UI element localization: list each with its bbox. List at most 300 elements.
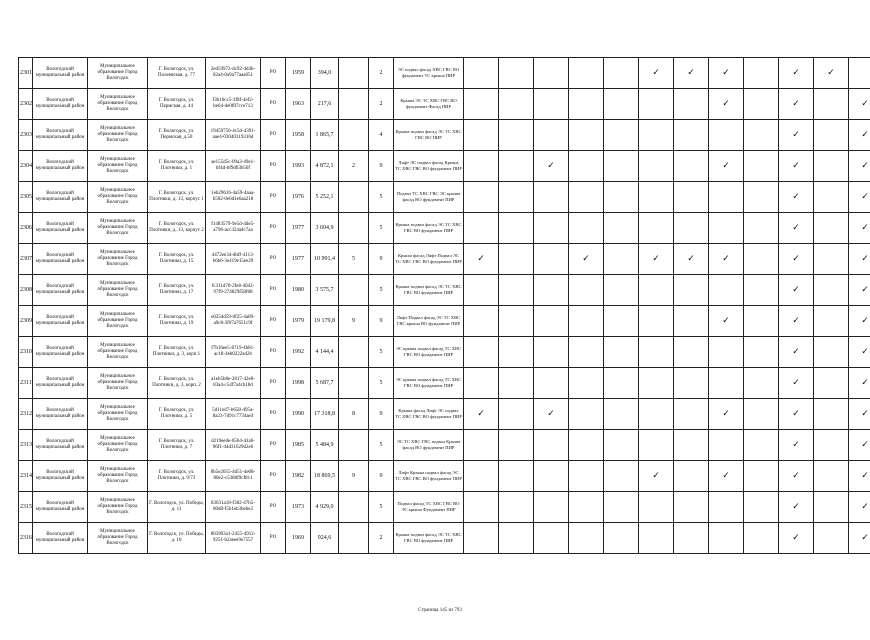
floors-cell: 9 [369, 306, 394, 337]
work-type-cell [534, 275, 569, 306]
check-mark-icon: ✓ [477, 408, 485, 419]
work-type-cell [744, 306, 779, 337]
address-cell: Г. Вологодск, ул. Плотники, д. 3, корп. 2 [148, 368, 206, 399]
municipality-cell: Муниципальное образование Город Вологодск [88, 399, 148, 430]
works-cell: ЭС крыша подвал фасад ТС ХВС ГВС ВО фундамент ПИР [394, 337, 464, 368]
work-type-cell [744, 368, 779, 399]
floors-cell: 5 [369, 368, 394, 399]
municipality-cell: Муниципальное образование Город Вологодск [88, 182, 148, 213]
work-type-cell [779, 430, 814, 461]
year-cell: 1998 [286, 368, 311, 399]
row-number: 2306 [19, 213, 33, 244]
address-cell: Г. Вологодск, ул. Полеевская, д. 77 [148, 58, 206, 89]
work-type-cell [744, 337, 779, 368]
floors-cell: 9 [369, 461, 394, 492]
work-type-cell [604, 368, 639, 399]
guid-cell: 803903a1-2455-4912-9251-b2aeee9e7557 [206, 523, 261, 554]
year-cell: 1977 [286, 213, 311, 244]
work-type-cell [639, 213, 674, 244]
check-mark-icon: ✓ [547, 160, 555, 171]
work-type-cell [744, 523, 779, 554]
guid-cell: 19459756-4c5d-4391-aae4-03040319316d [206, 120, 261, 151]
guid-cell: 0b5e2055-4d51-4e08-80e2-c5386f9cf811 [206, 461, 261, 492]
table-row [19, 275, 870, 306]
work-type-cell [569, 151, 604, 182]
guid-cell: 2ed59972-dc92-4d4b-82a4-0a9a77aaa051 [206, 58, 261, 89]
district-cell: Вологодский муниципальный район [33, 275, 88, 306]
check-mark-icon: ✓ [792, 346, 800, 357]
address-cell: Г. Вологодск, ул. Плотники, д. 13, корпус 1 [148, 182, 206, 213]
district-cell: Вологодский муниципальный район [33, 120, 88, 151]
check-mark-icon: ✓ [861, 315, 869, 326]
floors-cell: 5 [369, 492, 394, 523]
year-cell: 1973 [286, 492, 311, 523]
work-type-cell [674, 306, 709, 337]
lifts-cell [339, 120, 369, 151]
work-type-cell [534, 244, 569, 275]
check-mark-icon: ✓ [792, 501, 800, 512]
floors-cell: 5 [369, 213, 394, 244]
work-type-cell [569, 213, 604, 244]
address-cell: Г. Вологодск, ул. Плотники, д. 15 [148, 244, 206, 275]
lifts-cell: 5 [339, 244, 369, 275]
work-type-cell [464, 368, 499, 399]
district-cell: Вологодский муниципальный район [33, 368, 88, 399]
row-number: 2301 [19, 58, 33, 89]
check-mark-icon: ✓ [792, 191, 800, 202]
year-cell: 1982 [286, 461, 311, 492]
work-type-cell [604, 523, 639, 554]
work-type-cell [534, 368, 569, 399]
area-cell: 1 865,7 [311, 120, 339, 151]
check-mark-icon: ✓ [722, 253, 730, 264]
table-row [19, 430, 870, 461]
work-type-cell [814, 120, 849, 151]
work-type-cell [849, 151, 870, 182]
area-cell: 394,0 [311, 58, 339, 89]
check-mark-icon: ✓ [792, 253, 800, 264]
year-cell: 1959 [286, 58, 311, 89]
work-type-cell [779, 523, 814, 554]
check-mark-icon: ✓ [792, 470, 800, 481]
work-type-cell [604, 182, 639, 213]
lifts-cell: 9 [339, 461, 369, 492]
work-type-cell [709, 368, 744, 399]
area-cell: 5 687,7 [311, 368, 339, 399]
form-cell: РО [261, 430, 286, 461]
works-cell: Крыша подвал фасад ЭС ТС ХВС ГВС ВО ПИР [394, 120, 464, 151]
work-type-cell [464, 399, 499, 430]
guid-cell: f3b16cc5-3f8f-4ef2-be64-de0f07cce713 [206, 89, 261, 120]
work-type-cell [639, 182, 674, 213]
work-type-cell [744, 120, 779, 151]
work-type-cell [709, 151, 744, 182]
area-cell: 3 575,7 [311, 275, 339, 306]
table-row [19, 306, 870, 337]
row-number: 2305 [19, 182, 33, 213]
row-number: 2302 [19, 89, 33, 120]
work-type-cell [779, 213, 814, 244]
work-type-cell [569, 244, 604, 275]
work-type-cell [534, 58, 569, 89]
work-type-cell [464, 58, 499, 89]
table-row [19, 244, 870, 275]
work-type-cell [779, 337, 814, 368]
table-row [19, 461, 870, 492]
district-cell: Вологодский муниципальный район [33, 461, 88, 492]
check-mark-icon: ✓ [722, 98, 730, 109]
work-type-cell [709, 244, 744, 275]
work-type-cell [569, 182, 604, 213]
form-cell: РО [261, 58, 286, 89]
check-mark-icon: ✓ [792, 439, 800, 450]
check-mark-icon: ✓ [792, 408, 800, 419]
work-type-cell [569, 89, 604, 120]
works-cell: Крыша фасад Лифт ЭС подвал ТС ХВС ГВС ВО фундамент ПИР [394, 399, 464, 430]
row-number: 2310 [19, 337, 33, 368]
work-type-cell [709, 430, 744, 461]
work-type-cell [639, 306, 674, 337]
work-type-cell [499, 492, 534, 523]
work-type-cell [569, 337, 604, 368]
form-cell: РО [261, 337, 286, 368]
work-type-cell [814, 306, 849, 337]
work-type-cell [604, 58, 639, 89]
row-number: 2307 [19, 244, 33, 275]
check-mark-icon: ✓ [722, 470, 730, 481]
work-type-cell [779, 89, 814, 120]
works-cell: Лифт Крыша подвал фасад ЭС ТС ХВС ГВС ВО фундамент ПИР [394, 461, 464, 492]
work-type-cell [814, 368, 849, 399]
work-type-cell [464, 89, 499, 120]
district-cell: Вологодский муниципальный район [33, 399, 88, 430]
work-type-cell [814, 399, 849, 430]
work-type-cell [674, 492, 709, 523]
district-cell: Вологодский муниципальный район [33, 213, 88, 244]
work-type-cell [499, 523, 534, 554]
guid-cell: f1483579-9e5d-4de5-a796-acc324a4c7aa [206, 213, 261, 244]
work-type-cell [464, 492, 499, 523]
work-type-cell [849, 368, 870, 399]
work-type-cell [814, 275, 849, 306]
work-type-cell [814, 430, 849, 461]
work-type-cell [464, 461, 499, 492]
work-type-cell [534, 523, 569, 554]
check-mark-icon: ✓ [861, 377, 869, 388]
work-type-cell [639, 58, 674, 89]
municipality-cell: Муниципальное образование Город Вологодск [88, 523, 148, 554]
work-type-cell [604, 275, 639, 306]
work-type-cell [534, 151, 569, 182]
work-type-cell [674, 430, 709, 461]
form-cell: РО [261, 368, 286, 399]
check-mark-icon: ✓ [792, 98, 800, 109]
lifts-cell [339, 182, 369, 213]
row-number: 2315 [19, 492, 33, 523]
check-mark-icon: ✓ [861, 129, 869, 140]
check-mark-icon: ✓ [792, 315, 800, 326]
address-cell: Г. Вологодск, ул. Плотники, д. 7 [148, 430, 206, 461]
check-mark-icon: ✓ [861, 222, 869, 233]
form-cell: РО [261, 182, 286, 213]
area-cell: 5 252,1 [311, 182, 339, 213]
lifts-cell [339, 337, 369, 368]
municipality-cell: Муниципальное образование Город Вологодск [88, 461, 148, 492]
district-cell: Вологодский муниципальный район [33, 523, 88, 554]
work-type-cell [674, 151, 709, 182]
form-cell: РО [261, 89, 286, 120]
lifts-cell: 2 [339, 151, 369, 182]
work-type-cell [674, 89, 709, 120]
area-cell: 10 991,4 [311, 244, 339, 275]
check-mark-icon: ✓ [861, 439, 869, 450]
year-cell: 1969 [286, 523, 311, 554]
work-type-cell [849, 492, 870, 523]
area-cell: 18 869,5 [311, 461, 339, 492]
work-type-cell [849, 306, 870, 337]
work-type-cell [499, 120, 534, 151]
work-type-cell [534, 306, 569, 337]
work-type-cell [639, 89, 674, 120]
work-type-cell [499, 151, 534, 182]
area-cell: 924,6 [311, 523, 339, 554]
check-mark-icon: ✓ [792, 377, 800, 388]
municipality-cell: Муниципальное образование Город Вологодск [88, 275, 148, 306]
form-cell: РО [261, 492, 286, 523]
work-type-cell [464, 523, 499, 554]
check-mark-icon: ✓ [652, 470, 660, 481]
table-row [19, 89, 870, 120]
work-type-cell [534, 213, 569, 244]
work-type-cell [534, 430, 569, 461]
check-mark-icon: ✓ [722, 67, 730, 78]
work-type-cell [604, 89, 639, 120]
area-cell: 4 929,0 [311, 492, 339, 523]
work-type-cell [639, 523, 674, 554]
work-type-cell [779, 182, 814, 213]
work-type-cell [709, 399, 744, 430]
work-type-cell [569, 275, 604, 306]
work-type-cell [709, 492, 744, 523]
row-number: 2304 [19, 151, 33, 182]
work-type-cell [849, 337, 870, 368]
work-type-cell [779, 58, 814, 89]
check-mark-icon: ✓ [827, 67, 835, 78]
work-type-cell [604, 244, 639, 275]
work-type-cell [604, 399, 639, 430]
work-type-cell [569, 58, 604, 89]
work-type-cell [709, 58, 744, 89]
lifts-cell [339, 213, 369, 244]
work-type-cell [569, 492, 604, 523]
work-type-cell [674, 244, 709, 275]
address-cell: Г. Вологодск, ул. Пермская, д.50 [148, 120, 206, 151]
work-type-cell [709, 120, 744, 151]
guid-cell: a1eb5b8e-2817-42e8-83a4-c54f7a4cb18d [206, 368, 261, 399]
area-cell: 17 318,8 [311, 399, 339, 430]
lifts-cell [339, 275, 369, 306]
work-type-cell [779, 151, 814, 182]
work-type-cell [639, 368, 674, 399]
work-type-cell [639, 461, 674, 492]
works-cell: ЭС подвал фасад ХВС ГВС ВО фундамент ТС крыша ПИР [394, 58, 464, 89]
address-cell: Г. Вологодск, ул. Плотники, д. 3, корп.1 [148, 337, 206, 368]
work-type-cell [569, 523, 604, 554]
check-mark-icon: ✓ [792, 67, 800, 78]
district-cell: Вологодский муниципальный район [33, 89, 88, 120]
work-type-cell [569, 399, 604, 430]
work-type-cell [779, 492, 814, 523]
work-type-cell [464, 244, 499, 275]
municipality-cell: Муниципальное образование Город Вологодск [88, 213, 148, 244]
work-type-cell [464, 430, 499, 461]
address-cell: Г. Вологодск, ул. Плотники, д. 13, корпус 2 [148, 213, 206, 244]
table-row [19, 120, 870, 151]
form-cell: РО [261, 120, 286, 151]
work-type-cell [499, 461, 534, 492]
check-mark-icon: ✓ [652, 67, 660, 78]
work-type-cell [744, 430, 779, 461]
row-number: 2308 [19, 275, 33, 306]
work-type-cell [604, 461, 639, 492]
work-type-cell [499, 213, 534, 244]
municipality-cell: Муниципальное образование Город Вологодск [88, 492, 148, 523]
register-table [18, 57, 870, 554]
year-cell: 1963 [286, 89, 311, 120]
work-type-cell [569, 430, 604, 461]
works-cell: Крыша подвал фасад ЭС ТС ХВС ГВС ВО фундамент ПИР [394, 275, 464, 306]
work-type-cell [464, 337, 499, 368]
form-cell: РО [261, 244, 286, 275]
work-type-cell [849, 89, 870, 120]
work-type-cell [814, 523, 849, 554]
check-mark-icon: ✓ [687, 67, 695, 78]
municipality-cell: Муниципальное образование Город Вологодск [88, 89, 148, 120]
works-cell: Подвал ТС ХВС ГВС ЭС крыша фасад ВО фундамент ПИР [394, 182, 464, 213]
work-type-cell [534, 89, 569, 120]
table-row [19, 151, 870, 182]
address-cell: Г. Вологодск, ул. Плотники, д. 19 [148, 306, 206, 337]
check-mark-icon: ✓ [861, 253, 869, 264]
table-row [19, 182, 870, 213]
check-mark-icon: ✓ [722, 315, 730, 326]
work-type-cell [849, 244, 870, 275]
work-type-cell [534, 399, 569, 430]
work-type-cell [779, 399, 814, 430]
work-type-cell [709, 523, 744, 554]
works-cell: Крыша фасад Лифт Подвал ЭС ТС ХВС ГВС ВО фундамент ПИР [394, 244, 464, 275]
floors-cell: 9 [369, 151, 394, 182]
work-type-cell [639, 244, 674, 275]
address-cell: Г. Вологодск, ул. Плотники, д. 5 [148, 399, 206, 430]
year-cell: 1976 [286, 182, 311, 213]
work-type-cell [814, 461, 849, 492]
work-type-cell [674, 120, 709, 151]
work-type-cell [569, 306, 604, 337]
municipality-cell: Муниципальное образование Город Вологодск [88, 58, 148, 89]
work-type-cell [709, 306, 744, 337]
form-cell: РО [261, 151, 286, 182]
work-type-cell [569, 461, 604, 492]
municipality-cell: Муниципальное образование Город Вологодск [88, 244, 148, 275]
work-type-cell [709, 275, 744, 306]
work-type-cell [674, 213, 709, 244]
work-type-cell [464, 182, 499, 213]
floors-cell: 9 [369, 244, 394, 275]
page-footer: Страница 145 из 793 [418, 608, 462, 613]
guid-cell: 4472ee34-dbff-4113-b6b6-3e419e15ee29 [206, 244, 261, 275]
work-type-cell [674, 275, 709, 306]
work-type-cell [499, 182, 534, 213]
address-cell: Г. Вологодск, ул. Плотники, д. 9/73 [148, 461, 206, 492]
floors-cell: 4 [369, 120, 394, 151]
work-type-cell [499, 430, 534, 461]
check-mark-icon: ✓ [792, 284, 800, 295]
year-cell: 1985 [286, 430, 311, 461]
work-type-cell [814, 151, 849, 182]
district-cell: Вологодский муниципальный район [33, 244, 88, 275]
work-type-cell [569, 120, 604, 151]
floors-cell: 5 [369, 275, 394, 306]
work-type-cell [744, 151, 779, 182]
work-type-cell [604, 151, 639, 182]
work-type-cell [499, 306, 534, 337]
work-type-cell [499, 58, 534, 89]
work-type-cell [849, 120, 870, 151]
work-type-cell [674, 58, 709, 89]
floors-cell: 9 [369, 399, 394, 430]
work-type-cell [674, 399, 709, 430]
row-number: 2314 [19, 461, 33, 492]
row-number: 2312 [19, 399, 33, 430]
work-type-cell [779, 275, 814, 306]
work-type-cell [744, 275, 779, 306]
area-cell: 4 144,4 [311, 337, 339, 368]
municipality-cell: Муниципальное образование Город Вологодск [88, 430, 148, 461]
table-row [19, 337, 870, 368]
guid-cell: ae155d5c-09a3-49e1-bf4d-bf9d03b50f [206, 151, 261, 182]
check-mark-icon: ✓ [722, 408, 730, 419]
row-number: 2309 [19, 306, 33, 337]
district-cell: Вологодский муниципальный район [33, 151, 88, 182]
year-cell: 1979 [286, 306, 311, 337]
work-type-cell [744, 213, 779, 244]
address-cell: Г. Вологодск, ул. Плотники, д. 1 [148, 151, 206, 182]
floors-cell: 5 [369, 182, 394, 213]
check-mark-icon: ✓ [792, 129, 800, 140]
work-type-cell [674, 368, 709, 399]
work-type-cell [639, 275, 674, 306]
work-type-cell [464, 120, 499, 151]
works-cell: Крыша подвал фасад ЭС ТС ХВС ГВС ВО фундамент ПИР [394, 523, 464, 554]
work-type-cell [849, 399, 870, 430]
lifts-cell [339, 89, 369, 120]
work-type-cell [709, 89, 744, 120]
work-type-cell [814, 492, 849, 523]
district-cell: Вологодский муниципальный район [33, 337, 88, 368]
work-type-cell [674, 523, 709, 554]
address-cell: Г. Вологодск, ул. Победы, д. 10 [148, 523, 206, 554]
work-type-cell [849, 461, 870, 492]
work-type-cell [534, 492, 569, 523]
work-type-cell [709, 182, 744, 213]
work-type-cell [849, 275, 870, 306]
check-mark-icon: ✓ [861, 501, 869, 512]
work-type-cell [744, 399, 779, 430]
work-type-cell [499, 275, 534, 306]
district-cell: Вологодский муниципальный район [33, 492, 88, 523]
guid-cell: 5d11ed7-b658-495a-8a23-7d91c7734ae4 [206, 399, 261, 430]
